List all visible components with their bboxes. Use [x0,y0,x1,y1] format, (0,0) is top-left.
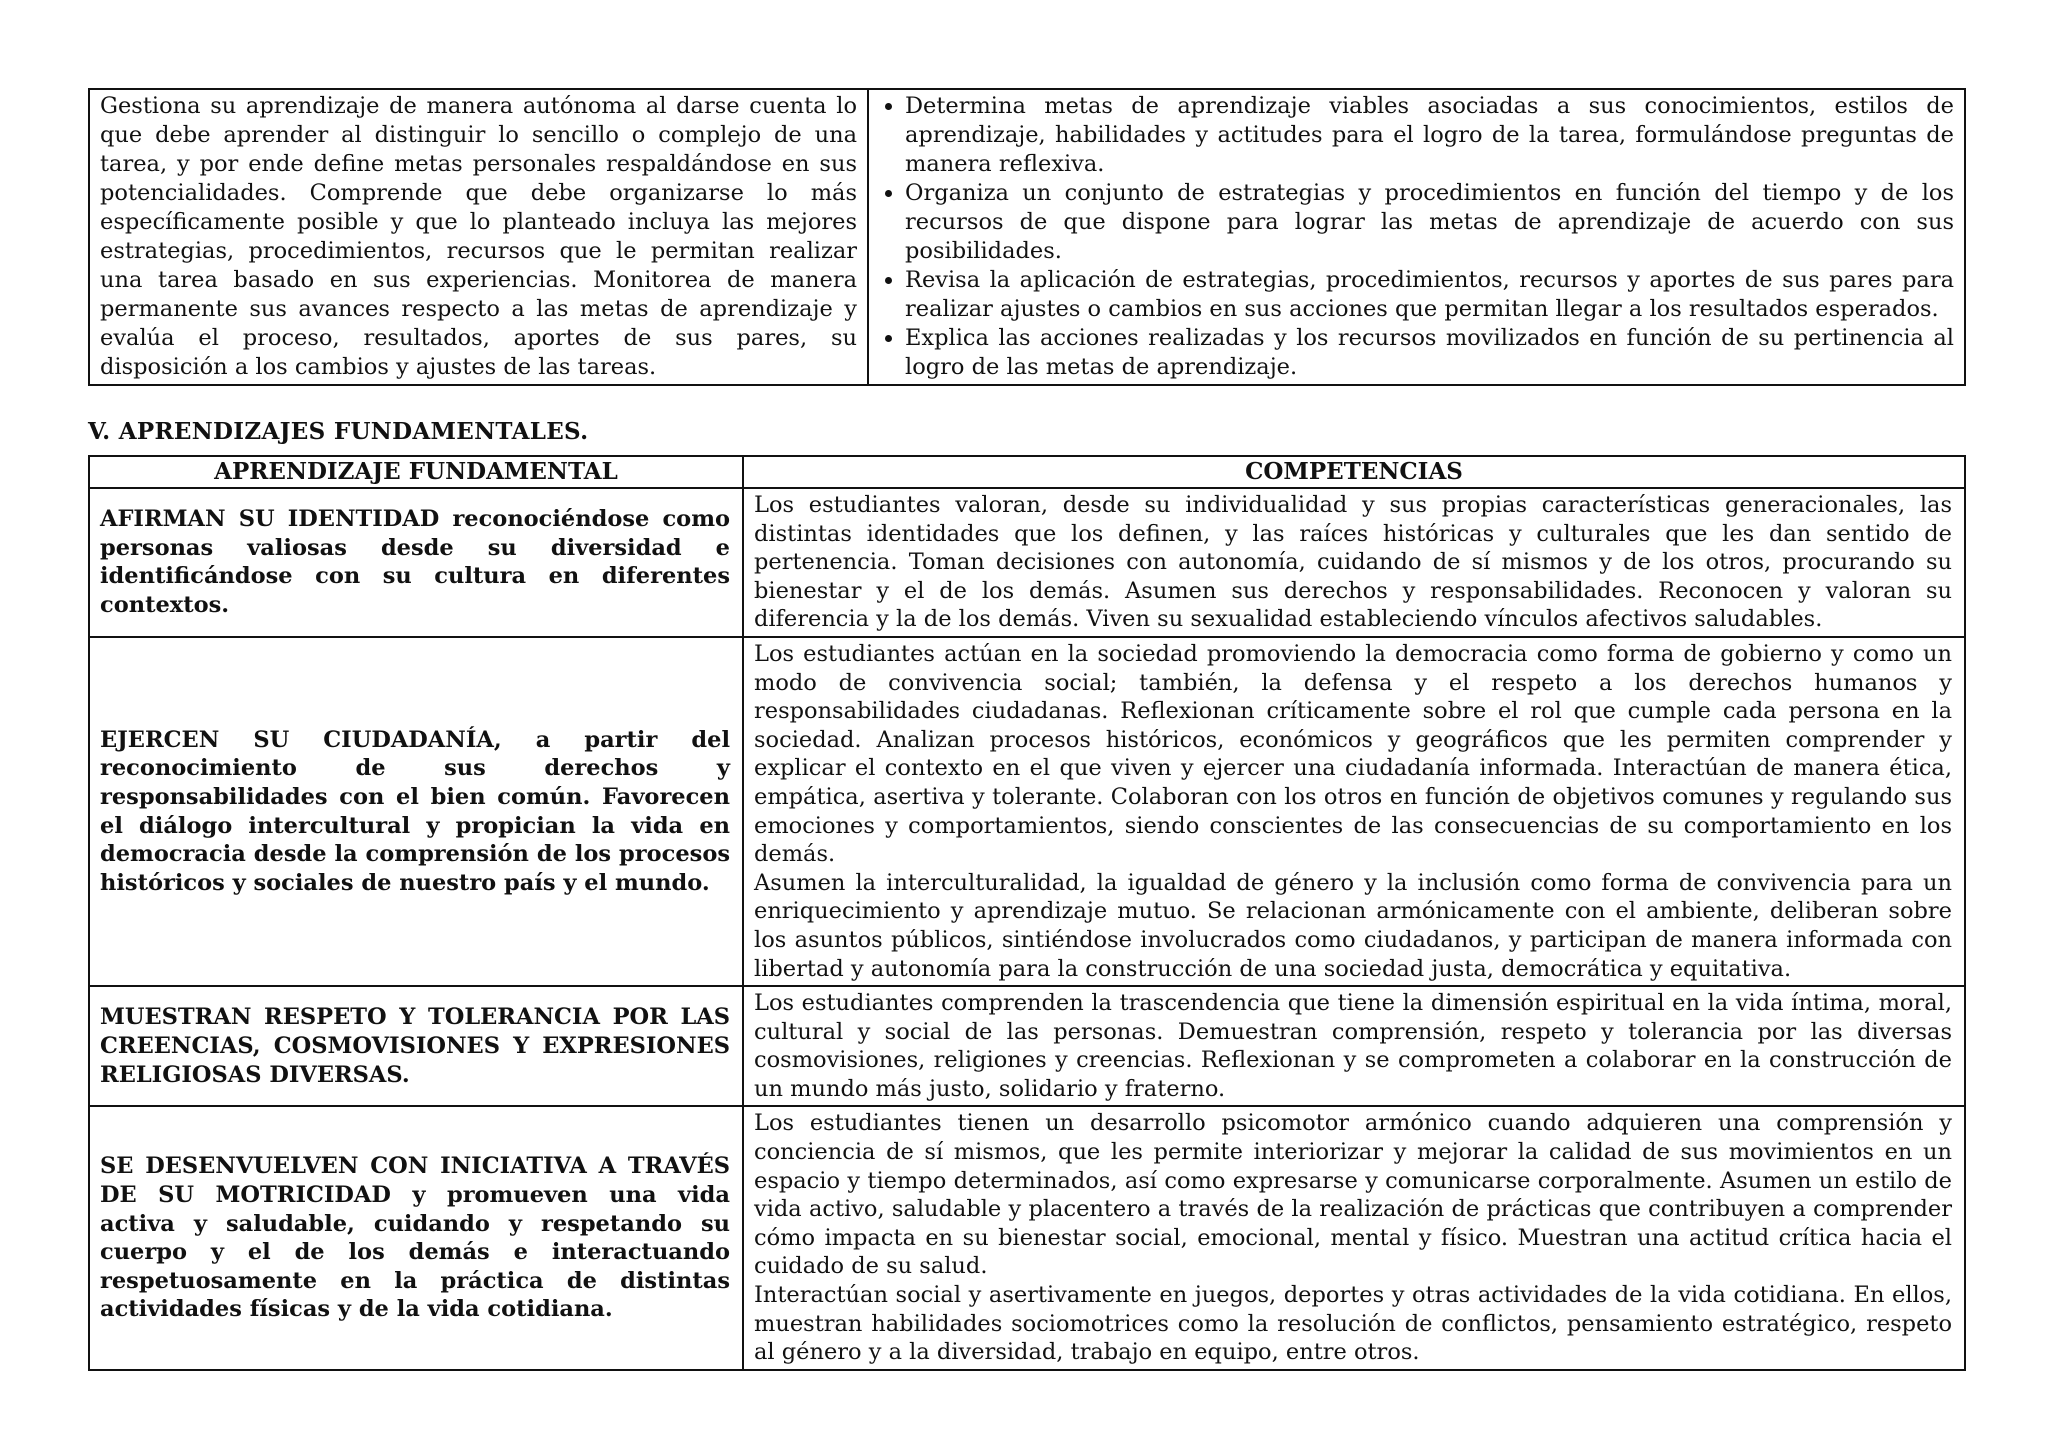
aprendizaje-lead: AFIRMAN SU IDENTIDAD [100,506,440,533]
table-row [89,488,1965,637]
aprendizaje-rest: y promueven una vida activa y saludable, cuidando y respetando su cuerpo y el de los demás e interactuando respetuosamente en la práctica de distintas actividades físicas y de la vida cotidiana. [100,1181,730,1323]
fundamentals-table [88,455,1966,1371]
aprendizaje-cell [89,986,743,1106]
capacity-item: • Explica las acciones realizadas y los recursos movilizados en función de su pertinencia al logro de las metas de aprendizaje. [905,324,1954,382]
competencias-paragraph: Los estudiantes tienen un desarrollo psicomotor armónico cuando adquieren una comprensión y conciencia de sí mismos, que les permite interiorizar y mejorar la calidad de sus movimientos en un espacio y tiempo determinados, así como expresarse y comunicarse corporalmente. Asumen un estilo de vida activo, saludable y placentero a través de la realización de prácticas que contribuyen a comprender cómo impacta en su bienestar social, emocional, mental y físico. Muestran una actitud crítica hacia el cuidado de su salud. [754,1110,1952,1280]
section-title: V. APRENDIZAJES FUNDAMENTALES. [88,418,589,445]
aprendizaje-rest: reconociéndose como personas valiosas desde su diversidad e identificándose con su cultura en diferentes contextos. [100,506,731,619]
aprendizaje-lead: SE DESENVUELVEN CON INICIATIVA A TRAVÉS DE SU MOTRICIDAD [100,1153,730,1208]
aprendizaje-rest: a partir del reconocimiento de sus derechos y responsabilidades con el bien común. Favorecen el diálogo intercultural y propician la vida en democracia desde la comprensión de los procesos históricos y sociales de nuestro país y el mundo. [100,726,730,896]
table-row [89,637,1965,986]
capacities-list [879,92,1954,382]
capacity-item: • Organiza un conjunto de estrategias y procedimientos en función del tiempo y de los recursos de que dispone para lograr las metas de aprendizaje de acuerdo con sus posibilidades. [905,179,1954,266]
competencias-paragraph: Interactúan social y asertivamente en juegos, deportes y otras actividades de la vida cotidiana. En ellos, muestran habilidades sociomotrices como la resolución de conflictos, pensamiento estratégico, respeto al género y a la diversidad, trabajo en equipo, entre otros. [754,1282,1952,1366]
capacity-item: • Determina metas de aprendizaje viables asociadas a sus conocimientos, estilos de aprendizaje, habilidades y actitudes para el logro de la tarea, formulándose preguntas de manera reflexiva. [905,92,1954,179]
aprendizaje-lead: MUESTRAN RESPETO Y TOLERANCIA POR LAS CREENCIAS, COSMOVISIONES Y EXPRESIONES RELIGIOSAS DIVERSAS. [100,1004,730,1088]
aprendizaje-lead: EJERCEN SU CIUDADANÍA, [100,726,502,753]
competencias-cell [743,1106,1965,1369]
capacity-item: • Revisa la aplicación de estrategias, procedimientos, recursos y aportes de sus pares para realizar ajustes o cambios en sus acciones que permitan llegar a los resultados esperados. [905,266,1954,324]
aprendizaje-cell [89,488,743,637]
document-page [88,88,1966,1371]
competencias-paragraph: Los estudiantes actúan en la sociedad promoviendo la democracia como forma de gobierno y como un modo de convivencia social; también, la defensa y el respeto a los derechos humanos y responsabilidades ciudadanas. Reflexionan críticamente sobre el rol que cumple cada persona en la sociedad. Analizan procesos históricos, económicos y geográficos que les permiten comprender y explicar el contexto en el que viven y ejercer una ciudadanía informada. Interactúan de manera ética, empática, asertiva y tolerante. Colaboran con los otros en función de objetivos comunes y regulando sus emociones y comportamientos, siendo conscientes de las consecuencias de su comportamiento en los demás. [754,640,1952,868]
competencias-cell [743,986,1965,1106]
competency-table [88,88,1966,386]
competencias-paragraph: Asumen la interculturalidad, la igualdad de género y la inclusión como forma de convivencia para un enriquecimiento y aprendizaje mutuo. Se relacionan armónicamente con el ambiente, deliberan sobre los asuntos públicos, sintiéndose involucrados como ciudadanos, y participan de manera informada con libertad y autonomía para la construcción de una sociedad justa, democrática y equitativa. [754,869,1952,982]
table-row [89,986,1965,1106]
competencias-paragraph: Los estudiantes valoran, desde su individualidad y sus propias características generacionales, las distintas identidades que los definen, y las raíces históricas y culturales que les dan sentido de pertenencia. Toman decisiones con autonomía, cuidando de sí mismos y de los otros, procurando su bienestar y el de los demás. Asumen sus derechos y responsabilidades. Reconocen y valoran su diferencia y la de los demás. Viven su sexualidad estableciendo vínculos afectivos saludables. [754,492,1952,633]
competencias-cell [743,637,1965,986]
table-header-row [89,456,1965,488]
competency-description: Gestiona su aprendizaje de manera autónoma al darse cuenta lo que debe aprender al distinguir lo sencillo o complejo de una tarea, y por ende define metas personales respaldándose en sus potencialidades. Comprende que debe organizarse lo más específicamente posible y que lo planteado incluya las mejores estrategias, procedimientos, recursos que le permitan realizar una tarea basado en sus experiencias. Monitorea de manera permanente sus avances respecto a las metas de aprendizaje y evalúa el proceso, resultados, aportes de sus pares, su disposición a los cambios y ajustes de las tareas. [89,89,868,385]
competency-row [89,89,1965,385]
table-row [89,1106,1965,1369]
capacities-cell [868,89,1965,385]
header-aprendizaje: APRENDIZAJE FUNDAMENTAL [89,456,743,488]
competencias-cell [743,488,1965,637]
aprendizaje-cell [89,637,743,986]
header-competencias: COMPETENCIAS [743,456,1965,488]
competencias-paragraph: Los estudiantes comprenden la trascendencia que tiene la dimensión espiritual en la vida íntima, moral, cultural y social de las personas. Demuestran comprensión, respeto y tolerancia por las diversas cosmovisiones, religiones y creencias. Reflexionan y se comprometen a colaborar en la construcción de un mundo más justo, solidario y fraterno. [754,990,1952,1102]
aprendizaje-cell [89,1106,743,1369]
